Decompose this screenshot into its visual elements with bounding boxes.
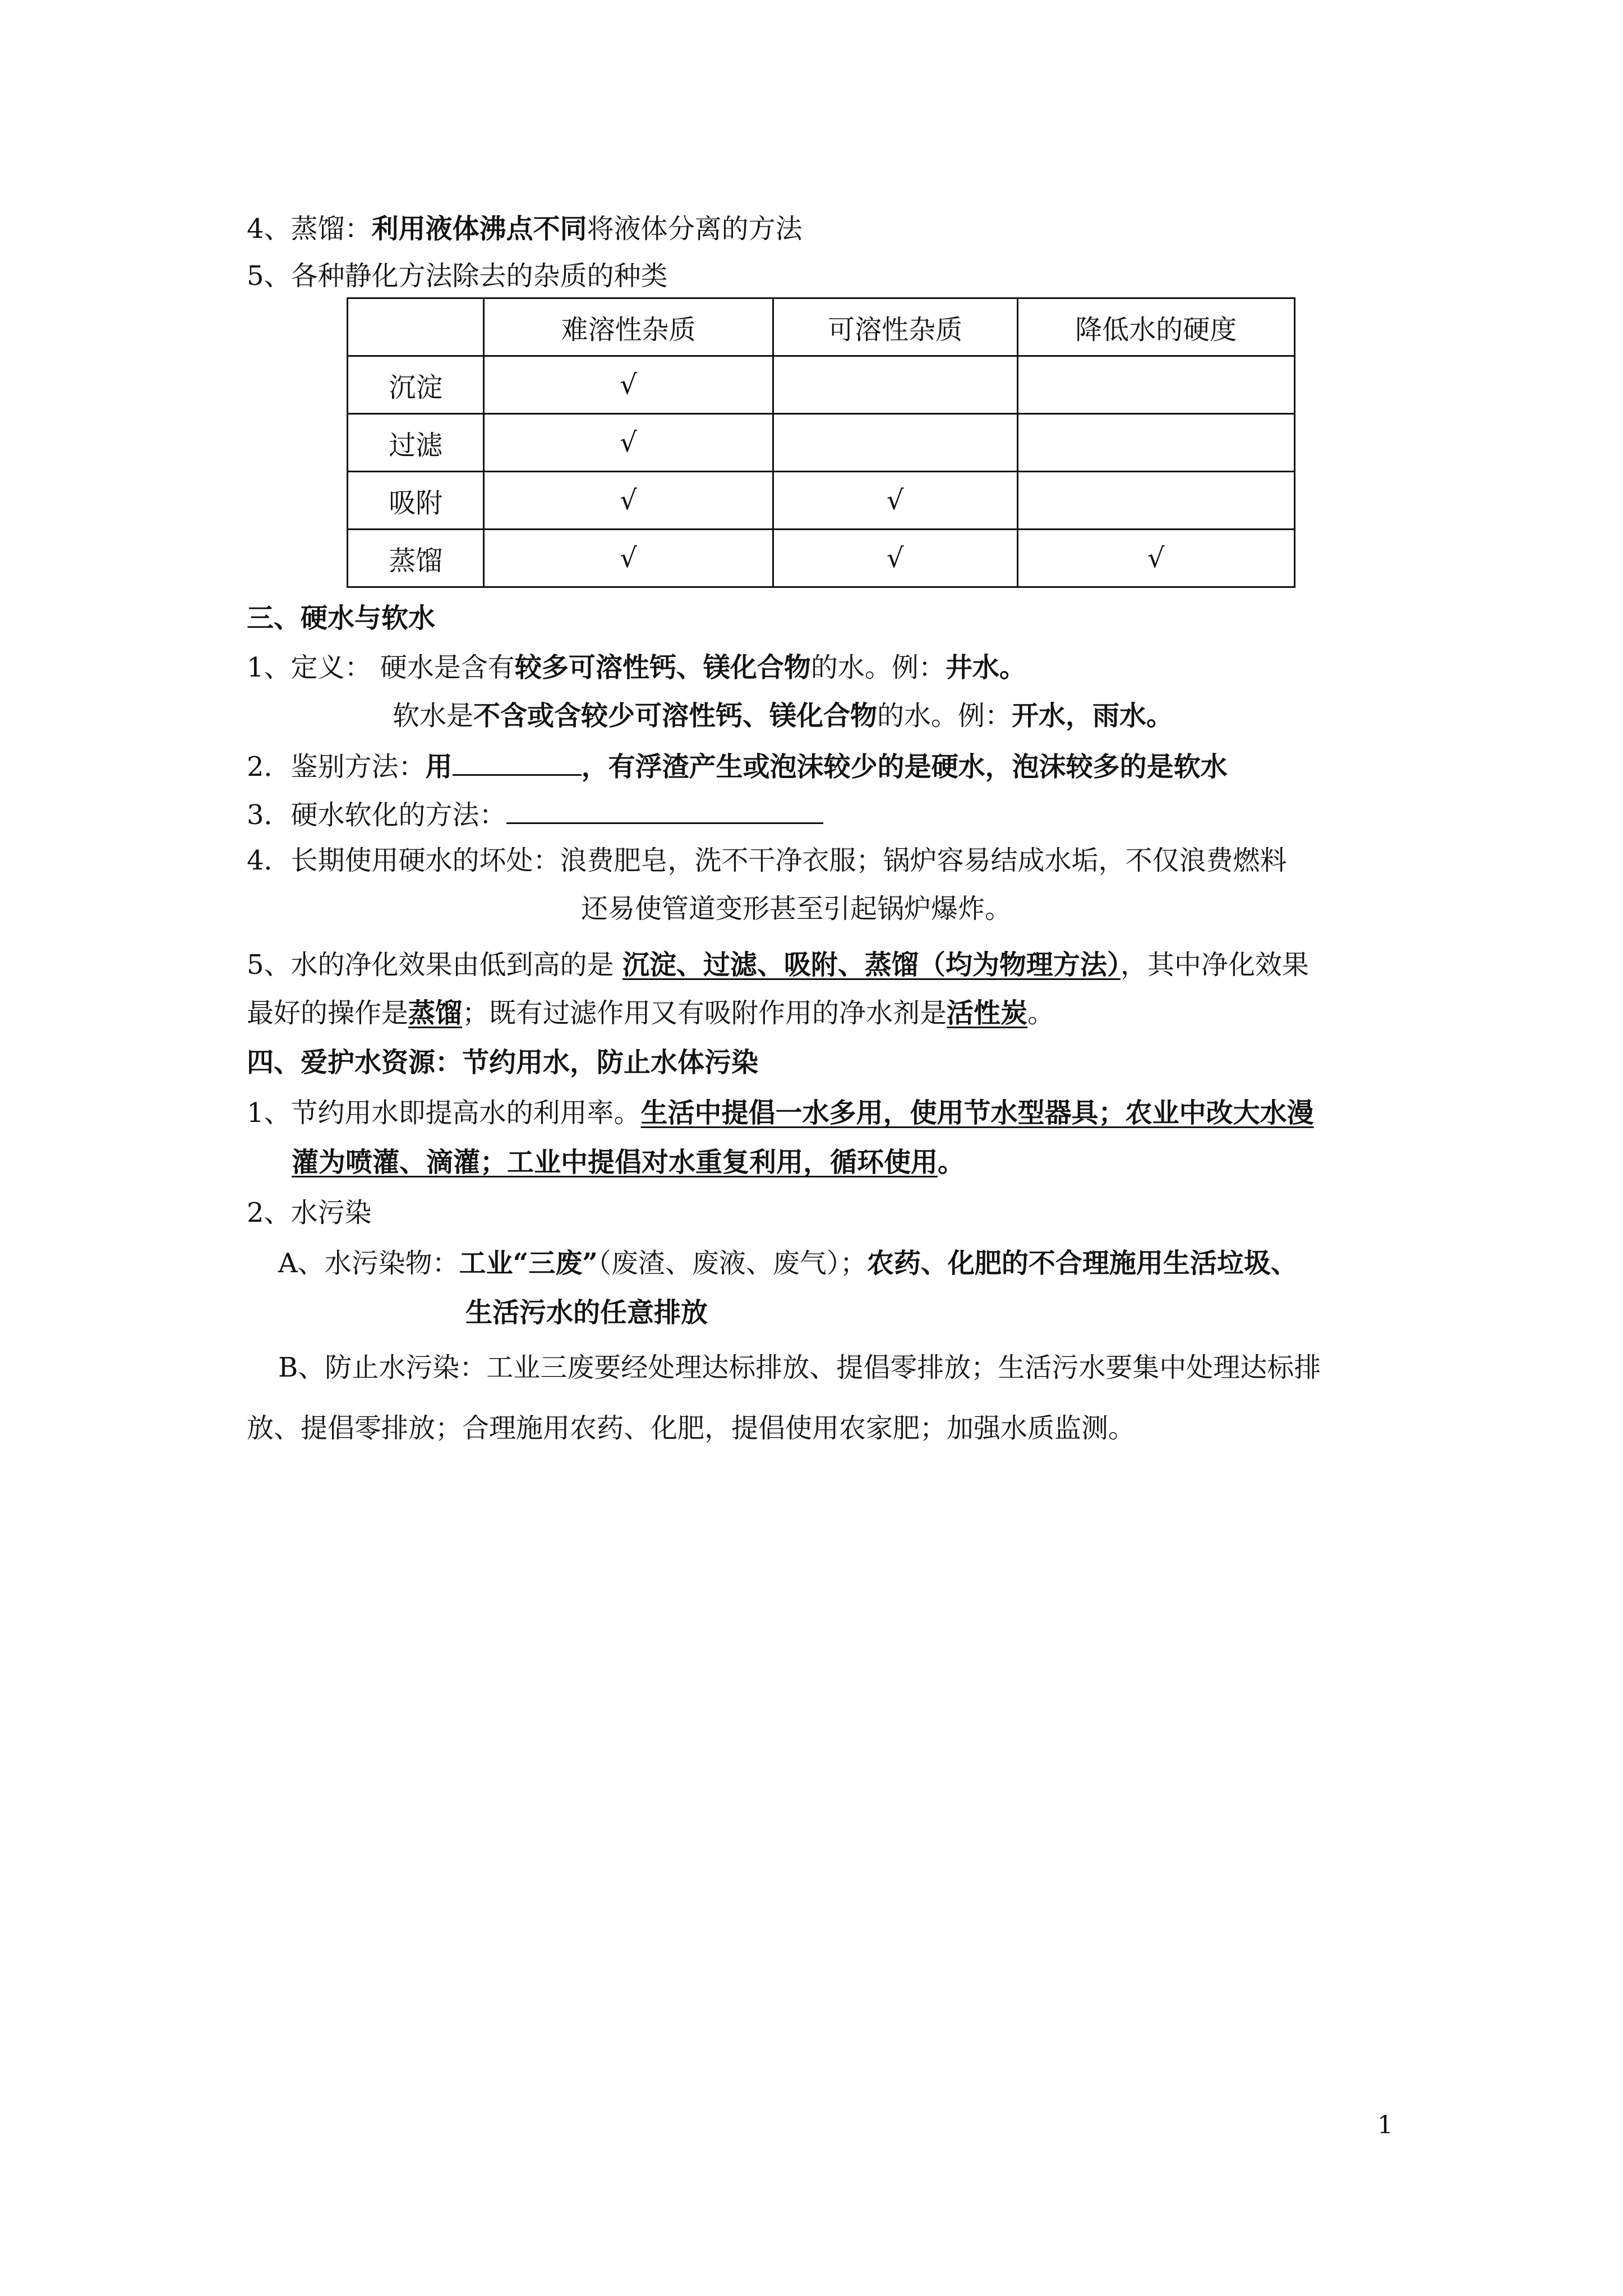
def2-prefix: 软水是: [393, 700, 474, 731]
effect1-suffix: ，其中净化效果: [1120, 949, 1309, 981]
save2-measures: 灌为喷灌、滴灌；工业中提倡对水重复利用，循环使用: [292, 1147, 938, 1178]
purification-table: [347, 297, 1295, 588]
check-mark: √: [773, 530, 1017, 587]
identify-prefix: 2．鉴别方法：: [247, 751, 426, 783]
row-method: 沉淀: [348, 356, 484, 414]
prevent-pollution-line1: B、防止水污染：工业三废要经处理达标排放、提倡零排放；生活污水要集中处理达标排: [278, 1352, 1321, 1383]
identify-method-line: [247, 747, 1228, 784]
def1-mid: 的水。例：: [810, 652, 946, 683]
check-mark: [1017, 356, 1294, 414]
table-header-hardness: 降低水的硬度: [1017, 298, 1294, 356]
save-water-line2: [292, 1145, 965, 1179]
distillation-suffix: 将液体分离的方法: [587, 213, 803, 245]
save-water-line1: [247, 1096, 1314, 1130]
section3-title: 三、硬水与软水: [247, 602, 436, 634]
distillation-bold: 利用液体沸点不同: [371, 213, 587, 245]
check-mark: √: [484, 530, 773, 587]
identify-rule: ，有浮渣产生或泡沫较少的是硬水，泡沫较多的是软水: [581, 751, 1228, 783]
check-mark: [773, 356, 1017, 414]
pollutants-agriculture: 农药、化肥的不合理施用生活垃圾、: [866, 1248, 1298, 1279]
soften-label: 3．硬水软化的方法：: [247, 799, 506, 831]
pollutants-industry: 工业“三废”: [459, 1248, 598, 1279]
table-row: [348, 472, 1295, 530]
check-mark: [1017, 472, 1294, 530]
hard-water-harm-line1: 4．长期使用硬水的坏处：浪费肥皂，洗不干净衣服；锅炉容易结成水垢，不仅浪费燃料: [247, 845, 1287, 876]
hard-water-harm-line2: 还易使管道变形甚至引起锅炉爆炸。: [581, 893, 1012, 924]
table-row: [348, 356, 1295, 414]
save2-end: 。: [938, 1147, 965, 1178]
row-method: 吸附: [348, 472, 484, 530]
table-header-insoluble: 难溶性杂质: [484, 298, 773, 356]
table-row: [348, 530, 1295, 587]
pollutants-three-wastes: （废渣、废液、废气）；: [597, 1248, 867, 1279]
def2-bold: 不含或含较少可溶性钙、镁化合物: [473, 700, 878, 731]
hard-water-definition: [247, 651, 1026, 684]
purification-effect-line1: [247, 948, 1309, 982]
table-header-empty: [348, 298, 484, 356]
effect1-order: 沉淀、过滤、吸附、蒸馏（均为物理方法）: [622, 949, 1121, 981]
pollutants-line2: 生活污水的任意排放: [465, 1297, 708, 1328]
check-mark: √: [484, 356, 773, 414]
section4-title: 四、爱护水资源：节约用水，防止水体污染: [247, 1047, 759, 1078]
save1-measures: 生活中提倡一水多用，使用节水型器具；农业中改大水漫: [640, 1097, 1314, 1129]
effect2-end: 。: [1027, 997, 1055, 1029]
soften-method-line: [247, 795, 823, 832]
soften-blank[interactable]: [506, 795, 823, 824]
effect2-prefix: 最好的操作是: [247, 997, 409, 1029]
check-mark: [773, 414, 1017, 472]
def2-mid: 的水。例：: [877, 700, 1012, 731]
effect2-mid: ；既有过滤作用又有吸附作用的净水剂是: [462, 997, 947, 1029]
check-mark: √: [484, 472, 773, 530]
save1-prefix: 1、节约用水即提高水的利用率。: [247, 1097, 641, 1129]
table-row: [348, 414, 1295, 472]
identify-use: 用: [425, 751, 453, 783]
row-method: 过滤: [348, 414, 484, 472]
pollutants-line1: [278, 1246, 1298, 1280]
prevent-pollution-line2: 放、提倡零排放；合理施用农药、化肥，提倡使用农家肥；加强水质监测。: [247, 1412, 1136, 1444]
table-header-row: [348, 298, 1295, 356]
effect2-agent: 活性炭: [947, 997, 1028, 1029]
def1-example: 井水。: [945, 652, 1026, 683]
table-header-soluble: 可溶性杂质: [773, 298, 1017, 356]
def2-example: 开水，雨水。: [1012, 700, 1174, 731]
effect2-best: 蒸馏: [408, 997, 463, 1029]
pollution-heading: 2、水污染: [247, 1197, 372, 1228]
effect1-prefix: 5、水的净化效果由低到高的是: [247, 949, 623, 981]
soft-water-definition: [393, 699, 1173, 733]
page-number: 1: [1377, 2111, 1393, 2139]
purification-effect-line2: [247, 996, 1054, 1030]
check-mark: √: [484, 414, 773, 472]
identify-blank[interactable]: [453, 747, 582, 776]
check-mark: √: [773, 472, 1017, 530]
table-intro: 5、各种静化方法除去的杂质的种类: [247, 260, 668, 292]
check-mark: √: [1017, 530, 1294, 587]
check-mark: [1017, 414, 1294, 472]
distillation-prefix: 4、蒸馏：: [247, 213, 372, 245]
pollutants-prefix: A、水污染物：: [278, 1248, 459, 1279]
row-method: 蒸馏: [348, 530, 484, 587]
distillation-line: [247, 212, 803, 246]
def1-bold: 较多可溶性钙、镁化合物: [514, 652, 811, 683]
def1-prefix: 1、定义： 硬水是含有: [247, 652, 515, 683]
